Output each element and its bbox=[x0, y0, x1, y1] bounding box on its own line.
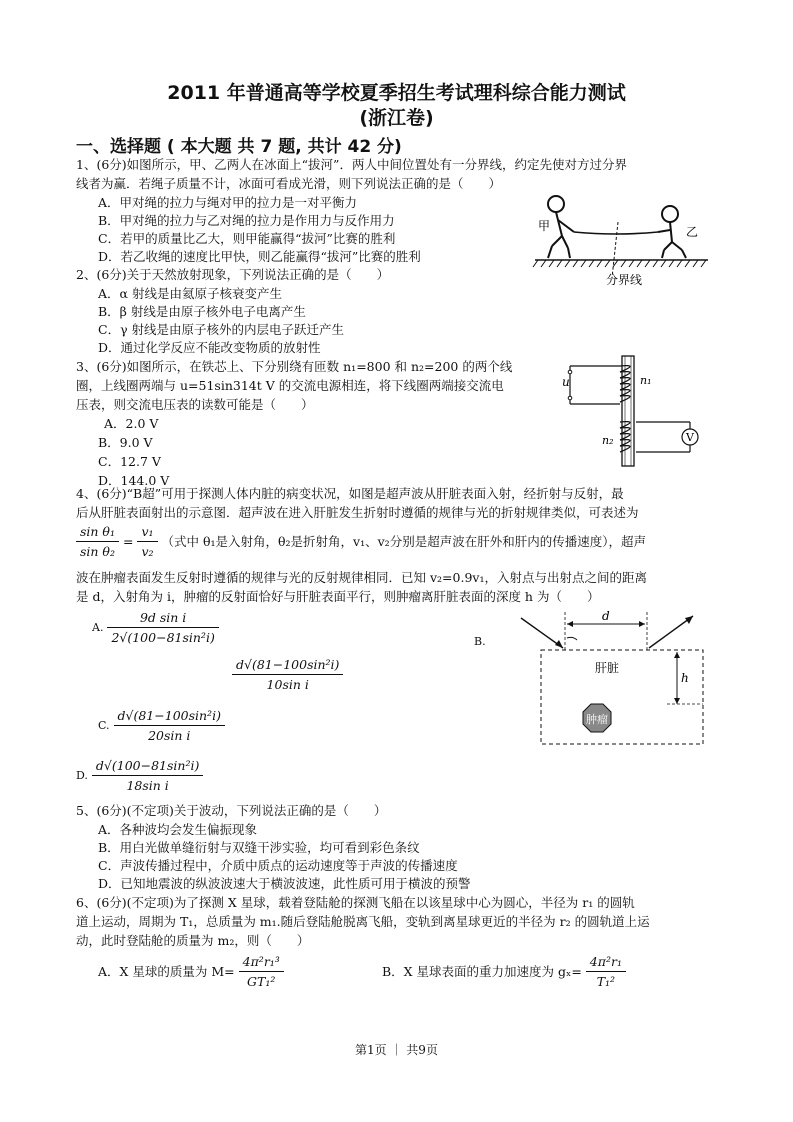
q6-stem-line1: 6、(6分)(不定项)为了探测 X 星球，载着登陆舱的探测飞船在以该星球中心为圆心，半径为 r₁ 的圆轨 bbox=[76, 895, 635, 910]
q2-option-d: D．通过化学反应不能改变物质的放射性 bbox=[98, 340, 321, 355]
q4-option-d: D. $\frac{\text{d√(100−81sin²i)}}{\text{18sin i}}$ bbox=[76, 756, 203, 795]
q3-stem-line3: 压表，则交流电压表的读数可能是（ ） bbox=[76, 397, 314, 412]
page-subtitle: (浙江卷) bbox=[359, 107, 434, 129]
q1-option-a: A．甲对绳的拉力与绳对甲的拉力是一对平衡力 bbox=[98, 195, 358, 210]
label-h: h bbox=[681, 671, 689, 685]
label-n1: n₁ bbox=[640, 374, 652, 387]
q3-option-b: B．9.0 V bbox=[98, 435, 153, 450]
label-jia: 甲 bbox=[538, 219, 551, 233]
q6-stem-line2: 道上运动，周期为 T₁，总质量为 m₁.随后登陆舱脱离飞船，变轨到离星球更近的半径为 r₂ 的圆轨道上运 bbox=[76, 914, 650, 929]
q4-formula-line: $\frac{\text{sin θ₁}}{\text{sin θ₂}}$ = $\frac{\text{v₁}}{\text{v₂}}$ （式中 θ₁是入射角，θ₂是折射角，v₁、v₂分别是超声波在肝外和肝内的传播速度），超声 bbox=[76, 522, 646, 561]
q1-option-c: C．若甲的质量比乙大，则甲能赢得“拔河”比赛的胜利 bbox=[98, 231, 396, 246]
q4-stem-line4: 波在肿瘤表面发生反射时遵循的规律与光的反射规律相同．已知 v₂=0.9v₁，入射点与出射点之间的距离 bbox=[76, 570, 647, 585]
q1-stem-line2: 线者为赢．若绳子质量不计，冰面可看成光滑，则下列说法正确的是（ ） bbox=[76, 176, 502, 191]
label-voltmeter: V bbox=[686, 431, 694, 444]
q2-option-b: B．β 射线是由原子核外电子电离产生 bbox=[98, 304, 306, 319]
q6-option-b: B．X 星球表面的重力加速度为 gₓ= $\frac{\text{4π²r₁}}{\text{T₁²}}$ bbox=[382, 952, 626, 991]
q1-stem-line1: 1、(6分)如图所示，甲、乙两人在冰面上“拔河”．两人中间位置处有一分界线，约定先使对方过分界 bbox=[76, 157, 627, 172]
page-title: 2011 年普通高等学校夏季招生考试理科综合能力测试 bbox=[167, 82, 626, 104]
q1-option-b: B．甲对绳的拉力与乙对绳的拉力是作用力与反作用力 bbox=[98, 213, 395, 228]
q4-option-c: C. $\frac{\text{d√(81−100sin²i)}}{\text{20sin i}}$ bbox=[98, 706, 225, 745]
person-jia-icon bbox=[548, 196, 574, 258]
snell-lhs: $\frac{\text{sin θ₁}}{\text{sin θ₂}}$ bbox=[76, 522, 119, 561]
q5-option-b: B．用白光做单缝衍射与双缝干涉实验，均可看到彩色条纹 bbox=[98, 840, 420, 855]
label-u: u bbox=[562, 375, 570, 389]
q2-option-a: A．α 射线是由氦原子核衰变产生 bbox=[98, 286, 282, 301]
label-d: d bbox=[602, 609, 610, 623]
transformer-figure bbox=[560, 352, 710, 470]
q3-option-d: D．144.0 V bbox=[98, 473, 170, 488]
q5-option-d: D．已知地震波的纵波波速大于横波波速，此性质可用于横波的预警 bbox=[98, 876, 471, 891]
q1-option-d: D．若乙收绳的速度比甲快，则乙能赢得“拔河”比赛的胜利 bbox=[98, 249, 421, 264]
q2-stem: 2、(6分)关于天然放射现象，下列说法正确的是（ ） bbox=[76, 267, 390, 282]
q4-stem-line3: （式中 θ₁是入射角，θ₂是折射角，v₁、v₂分别是超声波在肝外和肝内的传播速度），超声 bbox=[161, 534, 646, 549]
q3-stem-line1: 3、(6分)如图所示，在铁芯上、下分别绕有匝数 n₁=800 和 n₂=200 的两个线 bbox=[76, 359, 513, 374]
label-dividing-line: 分界线 bbox=[606, 273, 643, 287]
label-yi: 乙 bbox=[686, 225, 699, 239]
tug-of-war-figure bbox=[530, 192, 715, 287]
q6-stem-line3: 动，此时登陆舱的质量为 m₂，则（ ） bbox=[76, 933, 310, 948]
q4-option-a: A. $\frac{\text{9d sin i}}{\text{2√(100−81sin²i)}}$ bbox=[92, 608, 219, 647]
q3-option-a: A．2.0 V bbox=[104, 416, 159, 431]
iron-core bbox=[622, 356, 634, 466]
q4-stem-line2: 后从肝脏表面射出的示意图．超声波在进入肝脏发生折射时遵循的规律与光的折射规律类似，可表述为 bbox=[76, 505, 639, 520]
section-heading: 一、选择题 ( 本大题 共 7 题, 共计 42 分) bbox=[76, 137, 402, 157]
snell-rhs: $\frac{\text{v₁}}{\text{v₂}}$ bbox=[137, 522, 157, 561]
q4-option-b: $\frac{\text{d√(81−100sin²i)}}{\text{10sin i}}$ bbox=[232, 655, 343, 694]
q5-option-c: C．声波传播过程中，介质中质点的运动速度等于声波的传播速度 bbox=[98, 858, 458, 873]
q5-option-a: A．各种波均会发生偏振现象 bbox=[98, 822, 258, 837]
q4-stem-line1: 4、(6分)“B超”可用于探测人体内脏的病变状况，如图是超声波从肝脏表面入射，经折射与反射，最 bbox=[76, 486, 624, 501]
rope bbox=[574, 232, 658, 234]
q4-option-b-label: B. bbox=[474, 635, 486, 648]
q2-option-c: C．γ 射线是由原子核外的内层电子跃迁产生 bbox=[98, 322, 345, 337]
person-yi-icon bbox=[658, 206, 686, 258]
page-footer: 第1页 ｜ 共9页 bbox=[355, 1043, 438, 1057]
q3-stem-line2: 圈，上线圈两端与 u=51sin314t V 的交流电源相连，将下线圈两端接交流电 bbox=[76, 378, 504, 393]
label-liver: 肝脏 bbox=[595, 661, 620, 675]
q5-stem: 5、(6分)(不定项)关于波动，下列说法正确的是（ ） bbox=[76, 803, 387, 818]
label-tumor: 肿瘤 bbox=[586, 713, 608, 726]
label-n2: n₂ bbox=[602, 434, 614, 447]
q6-option-a: A．X 星球的质量为 M= $\frac{\text{4π²r₁³}}{\text{GT₁²}}$ bbox=[98, 952, 284, 991]
dividing-line bbox=[612, 222, 618, 278]
liver-region bbox=[541, 650, 703, 744]
q4-stem-line5: 是 d，入射角为 i，肿瘤的反射面恰好与肝脏表面平行，则肿瘤离肝脏表面的深度 h 为（ ） bbox=[76, 589, 600, 604]
q3-option-c: C．12.7 V bbox=[98, 454, 161, 469]
liver-ultrasound-figure bbox=[517, 608, 717, 748]
